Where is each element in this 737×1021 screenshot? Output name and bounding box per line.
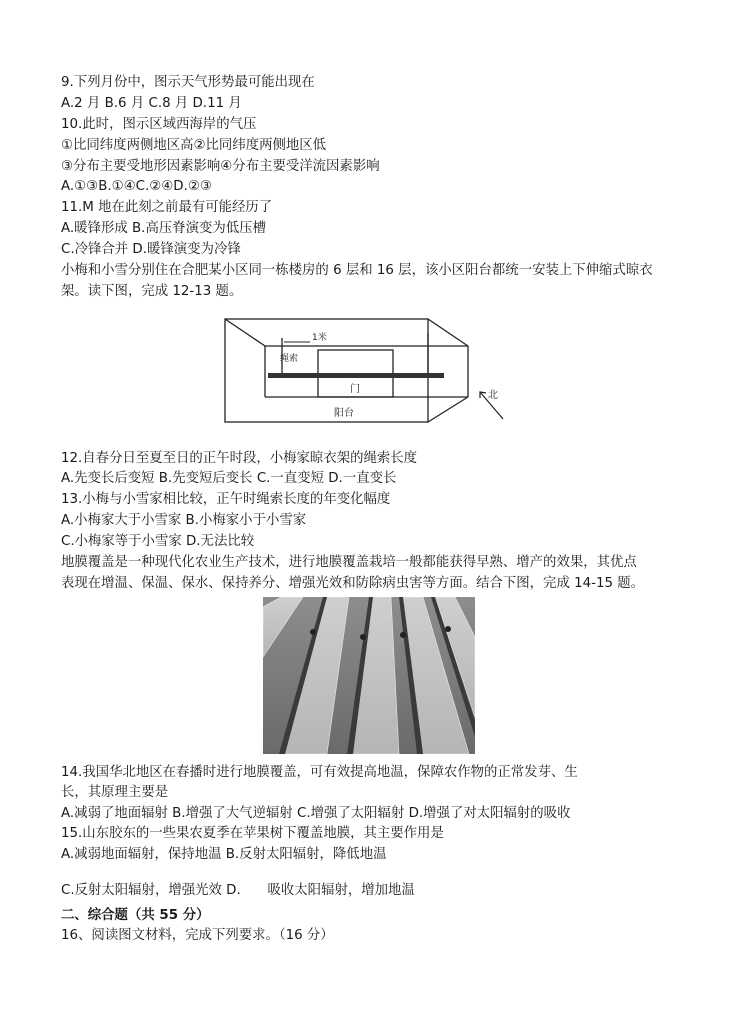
q13-options-ab: A.小梅家大于小雪家 B.小梅家小于小雪家 xyxy=(61,513,307,528)
intro-14-15-line1: 地膜覆盖是一种现代化农业生产技术，进行地膜覆盖栽培一般都能获得早熟、增产的效果，其优点 xyxy=(61,555,637,570)
q15-options-cd: C.反射太阳辐射，增强光效 D. 吸收太阳辐射，增加地温 xyxy=(61,883,415,898)
q16-stem: 16、阅读图文材料，完成下列要求。（16 分） xyxy=(61,928,334,943)
q12-stem: 12.自春分日至夏至日的正午时段，小梅家晾衣架的绳索长度 xyxy=(61,451,418,466)
q10-options: A.①③B.①④C.②④D.②③ xyxy=(61,179,212,194)
edge-top-left xyxy=(225,319,265,346)
q10-stem: 10.此时，图示区域西海岸的气压 xyxy=(61,117,257,132)
q10-statements-1: ①比同纬度两侧地区高②比同纬度两侧地区低 xyxy=(61,138,327,153)
intro-12-13-line1: 小梅和小雪分别住在合肥某小区同一栋楼房的 6 层和 16 层，该小区阳台都统一安装上下伸缩式晾衣 xyxy=(61,263,653,278)
q15-options-ab: A.减弱地面辐射，保持地温 B.反射太阳辐射，降低地温 xyxy=(61,847,387,862)
q9-options: A.2 月 B.6 月 C.8 月 D.11 月 xyxy=(61,96,242,111)
q13-options-cd: C.小梅家等于小雪家 D.无法比较 xyxy=(61,534,255,549)
q14-options: A.减弱了地面辐射 B.增强了大气逆辐射 C.增强了太阳辐射 D.增强了对太阳辐射的吸收 xyxy=(61,806,571,821)
intro-14-15-line2: 表现在增温、保温、保水、保持养分、增强光效和防除病虫害等方面。结合下图，完成 14-15 题。 xyxy=(61,576,645,591)
intro-12-13-line2: 架。读下图，完成 12-13 题。 xyxy=(61,284,243,299)
plastic-mulch-field-photo xyxy=(263,597,475,754)
section-2-heading: 二、综合题（共 55 分） xyxy=(61,908,210,923)
label-rope: 绳索 xyxy=(280,354,299,364)
q13-stem: 13.小梅与小雪家相比较，正午时绳索长度的年变化幅度 xyxy=(61,492,391,507)
label-1m: 1米 xyxy=(312,333,327,343)
label-north: 北 xyxy=(488,390,498,401)
balcony-drying-rack-diagram xyxy=(222,316,530,428)
q9-stem: 9.下列月份中，图示天气形势最可能出现在 xyxy=(61,75,315,90)
q15-stem: 15.山东胶东的一些果农夏季在苹果树下覆盖地膜，其主要作用是 xyxy=(61,826,444,841)
q11-options-cd: C.冷锋合并 D.暖锋演变为冷锋 xyxy=(61,242,241,257)
q14-stem-line2: 长，其原理主要是 xyxy=(61,785,169,800)
label-balcony: 阳台 xyxy=(334,408,354,419)
edge-bottom-right xyxy=(428,397,468,422)
edge-top-right xyxy=(428,319,468,346)
label-door: 门 xyxy=(350,384,360,395)
q11-options-ab: A.暖锋形成 B.高压脊演变为低压槽 xyxy=(61,221,266,236)
q14-stem-line1: 14.我国华北地区在春播时进行地膜覆盖，可有效提高地温，保障农作物的正常发芽、生 xyxy=(61,765,578,780)
drying-rack-bar xyxy=(268,373,444,378)
q12-options: A.先变长后变短 B.先变短后变长 C.一直变短 D.一直变长 xyxy=(61,471,397,486)
q11-stem: 11.M 地在此刻之前最有可能经历了 xyxy=(61,200,273,215)
q10-statements-2: ③分布主要受地形因素影响④分布主要受洋流因素影响 xyxy=(61,159,380,174)
